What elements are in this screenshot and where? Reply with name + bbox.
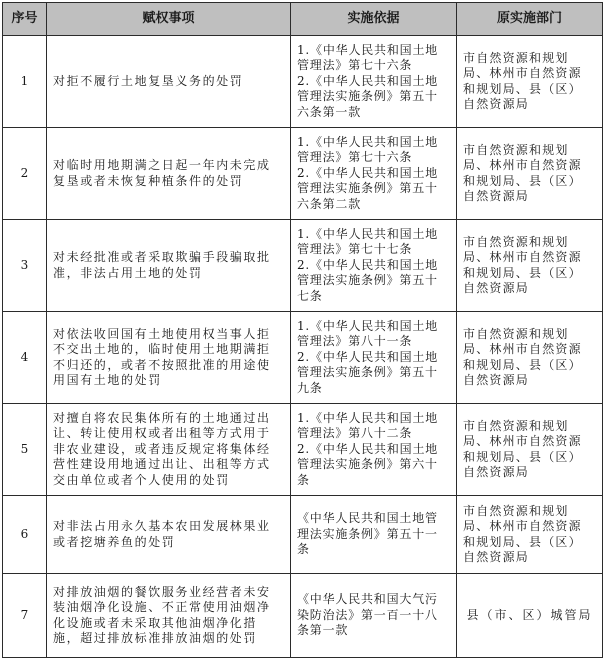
row-basis-line: 2.《中华人民共和国土地: [297, 73, 439, 88]
row-basis-line: 管理法实施条例》第六十: [297, 457, 438, 472]
row-dept-line: 局、林州市自然资源: [463, 342, 582, 356]
row-dept: [457, 496, 603, 574]
table-row: [3, 36, 603, 128]
row-basis-line: 管理法》第七十七条: [297, 242, 413, 257]
row-item-line: 施，超过排放标准排放油烟的处罚: [53, 631, 258, 645]
row-dept: [457, 312, 603, 404]
row-basis-line: 六条第二款: [297, 196, 362, 211]
row-item-line: 让、转让使用权或者出租等方式用于: [53, 426, 271, 441]
row-item-line: 不归还的，或者不按照批准的用途使: [53, 357, 271, 372]
row-dept-line: 市自然资源和规划: [463, 50, 569, 65]
row-basis: [291, 312, 457, 404]
row-dept-line: 市自然资源和规划: [463, 503, 569, 518]
table-row: [3, 312, 603, 404]
row-item-line: 对排放油烟的餐饮服务业经营者未安: [53, 584, 271, 599]
row-basis: [291, 496, 457, 574]
row-number: 4: [3, 312, 47, 404]
row-number: 7: [3, 574, 47, 658]
row-basis: [291, 574, 457, 658]
row-dept-line: 县（市、区）城管局: [466, 607, 593, 622]
row-basis-line: 管理法》第七十六条: [297, 58, 413, 73]
row-dept-line: 局、林州市自然资源: [463, 434, 582, 448]
row-item-line: 复垦或者未恢复种植条件的处罚: [53, 173, 244, 188]
header-item: 赋权事项: [47, 3, 291, 36]
row-basis-line: 1.《中华人民共和国土地: [297, 410, 439, 425]
row-basis-line: 理法实施条例》第五十一: [297, 526, 438, 541]
row-dept-line: 市自然资源和规划: [463, 418, 569, 433]
row-item-line: 化设施或者未采取其他油烟净化措: [53, 615, 258, 630]
row-dept-line: 局、林州市自然资源: [463, 250, 582, 264]
row-basis-line: 六条第一款: [297, 104, 362, 119]
row-number: 5: [3, 404, 47, 496]
row-basis-line: 染防治法》第一百一十八: [297, 607, 438, 622]
row-item: [47, 496, 291, 574]
row-dept: [457, 128, 603, 220]
row-number: 1: [3, 36, 47, 128]
row-basis-line: 《中华人民共和国土地管: [297, 511, 438, 526]
table-row: [3, 496, 603, 574]
table-row: [3, 128, 603, 220]
row-item-line: 不交出土地的，临时使用土地期满拒: [53, 342, 271, 356]
row-dept-line: 自然资源局: [463, 465, 530, 479]
row-item: [47, 128, 291, 220]
row-dept-line: 市自然资源和规划: [463, 326, 569, 341]
row-dept-line: 和规划局、县（区）: [463, 265, 582, 280]
row-basis-line: 1.《中华人民共和国土地: [297, 226, 439, 241]
row-dept-line: 局、林州市自然资源: [463, 519, 582, 533]
row-item-line: 对擅自将农民集体所有的土地通过出: [53, 410, 271, 425]
row-basis-line: 九条: [297, 380, 323, 395]
row-item: [47, 574, 291, 658]
header-num: 序号: [3, 3, 47, 36]
row-dept-line: 自然资源局: [463, 550, 530, 564]
empowerment-table: [2, 2, 603, 658]
row-basis-line: 七条: [297, 288, 323, 303]
row-item: [47, 404, 291, 496]
row-basis-line: 管理法实施条例》第五十: [297, 89, 438, 104]
table-row: [3, 574, 603, 658]
row-basis-line: 管理法实施条例》第五十: [297, 365, 438, 380]
row-basis: [291, 128, 457, 220]
row-item-line: 装油烟净化设施、不正常使用油烟净: [53, 600, 271, 614]
row-item: [47, 312, 291, 404]
row-basis-line: 管理法实施条例》第五十: [297, 181, 438, 196]
row-basis: [291, 220, 457, 312]
row-item: [47, 220, 291, 312]
row-dept-line: 市自然资源和规划: [463, 234, 569, 249]
row-dept-line: 和规划局、县（区）: [463, 449, 582, 464]
row-dept-line: 市自然资源和规划: [463, 142, 569, 157]
row-dept-line: 和规划局、县（区）: [463, 534, 582, 549]
row-number: 3: [3, 220, 47, 312]
row-item-line: 对未经批准或者采取欺骗手段骗取批: [53, 250, 271, 264]
row-item: [47, 36, 291, 128]
row-dept: [457, 404, 603, 496]
row-number: 2: [3, 128, 47, 220]
row-item-line: 用国有土地的处罚: [53, 373, 162, 387]
row-dept-line: 自然资源局: [463, 373, 530, 387]
row-dept-line: 和规划局、县（区）: [463, 173, 582, 188]
row-dept-line: 局、林州市自然资源: [463, 158, 582, 172]
row-item-line: 交由单位或者个人使用的处罚: [53, 472, 230, 487]
row-dept: [457, 220, 603, 312]
header-row: [3, 3, 603, 36]
row-item-line: 营性建设用地通过出让、出租等方式: [53, 457, 271, 472]
header-basis: 实施依据: [291, 3, 457, 36]
row-item-line: 或者挖塘养鱼的处罚: [53, 534, 176, 549]
row-number: 6: [3, 496, 47, 574]
row-dept-line: 自然资源局: [463, 281, 530, 295]
row-basis-line: 2.《中华人民共和国土地: [297, 257, 439, 272]
row-dept-line: 和规划局、县（区）: [463, 357, 582, 372]
table-row: [3, 220, 603, 312]
row-basis: [291, 404, 457, 496]
row-basis-line: 管理法实施条例》第五十: [297, 273, 438, 288]
row-dept: [457, 574, 603, 658]
row-item-line: 非农业建设，或者违反规定将集体经: [53, 441, 271, 456]
table-row: [3, 404, 603, 496]
row-basis-line: 条: [297, 472, 310, 487]
row-basis: [291, 36, 457, 128]
row-dept-line: 局、林州市自然资源: [463, 66, 582, 80]
row-basis-line: 1.《中华人民共和国土地: [297, 42, 439, 57]
row-basis-line: 管理法》第八十一条: [297, 334, 413, 349]
row-basis-line: 管理法》第七十六条: [297, 150, 413, 165]
row-dept-line: 自然资源局: [463, 189, 530, 203]
row-basis-line: 1.《中华人民共和国土地: [297, 318, 439, 333]
row-basis-line: 条第一款: [297, 623, 349, 638]
row-item-line: 对非法占用永久基本农田发展林果业: [53, 519, 271, 533]
row-basis-line: 2.《中华人民共和国土地: [297, 441, 439, 456]
row-dept-line: 自然资源局: [463, 97, 530, 111]
header-dept: 原实施部门: [457, 3, 603, 36]
row-basis-line: 管理法》第八十二条: [297, 426, 413, 441]
row-item-line: 对依法收回国有土地使用权当事人拒: [53, 326, 271, 341]
row-basis-line: 1.《中华人民共和国土地: [297, 134, 439, 149]
row-basis-line: 《中华人民共和国大气污: [297, 592, 438, 607]
row-basis-line: 条: [297, 542, 310, 557]
row-item-line: 对拒不履行土地复垦义务的处罚: [53, 73, 244, 88]
row-dept-line: 和规划局、县（区）: [463, 81, 582, 96]
row-dept: [457, 36, 603, 128]
row-basis-line: 2.《中华人民共和国土地: [297, 165, 439, 180]
row-item-line: 准，非法占用土地的处罚: [53, 265, 203, 280]
row-basis-line: 2.《中华人民共和国土地: [297, 349, 439, 364]
row-item-line: 对临时用地期满之日起一年内未完成: [53, 158, 271, 172]
